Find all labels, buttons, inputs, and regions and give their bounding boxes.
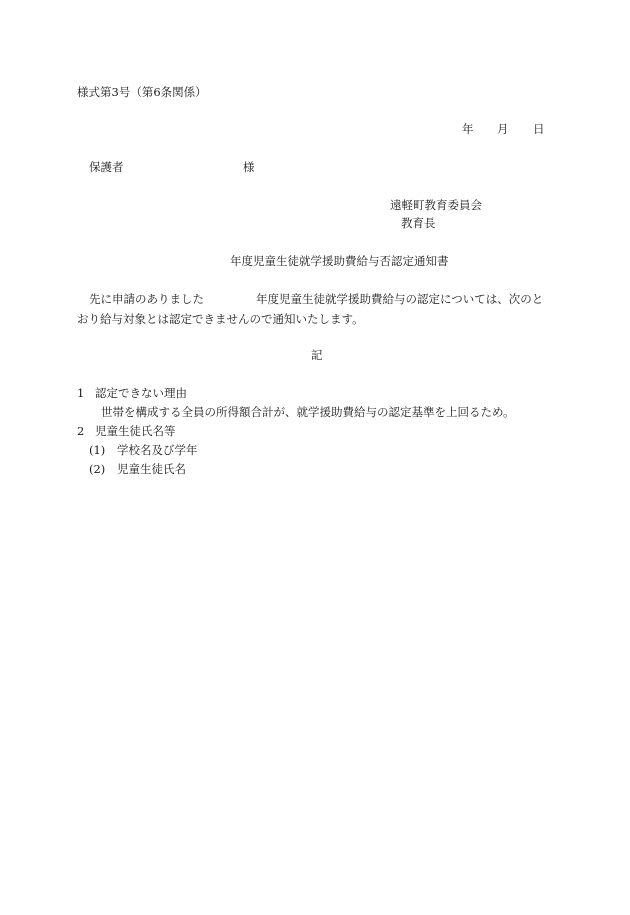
date-month: 月 (497, 122, 509, 136)
recipient-honorific: 様 (243, 160, 255, 174)
section-2-item-2-label: 児童生徒氏名 (117, 462, 186, 476)
section-1-number: 1 (77, 386, 85, 400)
section-2-item-1-number: (1) (89, 443, 106, 457)
body-line-2: おり給与対象とは認定できませんので通知いたします。 (77, 312, 364, 326)
section-2-item-2-number: (2) (89, 462, 106, 476)
section-2-number: 2 (77, 424, 85, 438)
section-1-heading: 認定できない理由 (95, 386, 187, 400)
section-2-heading: 児童生徒氏名等 (95, 424, 176, 438)
ki-marker: 記 (311, 348, 323, 362)
recipient-label: 保護者 (89, 160, 124, 174)
form-id: 様式第3号（第6条関係） (77, 85, 207, 99)
document-title: 年度児童生徒就学援助費給与否認定通知書 (230, 254, 449, 268)
section-1-detail: 世帯を構成する全員の所得額合計が、就学援助費給与の認定基準を上回るため。 (101, 405, 515, 419)
section-2-item-1-label: 学校名及び学年 (117, 443, 198, 457)
date-year: 年 (462, 122, 474, 136)
body-line-1a: 先に申請のありました (89, 292, 204, 306)
issuer-organization: 遠軽町教育委員会 (390, 198, 482, 212)
issuer-title: 教育長 (401, 216, 436, 230)
body-line-1b: 年度児童生徒就学援助費給与の認定については、次のと (256, 292, 544, 306)
date-day: 日 (533, 122, 545, 136)
